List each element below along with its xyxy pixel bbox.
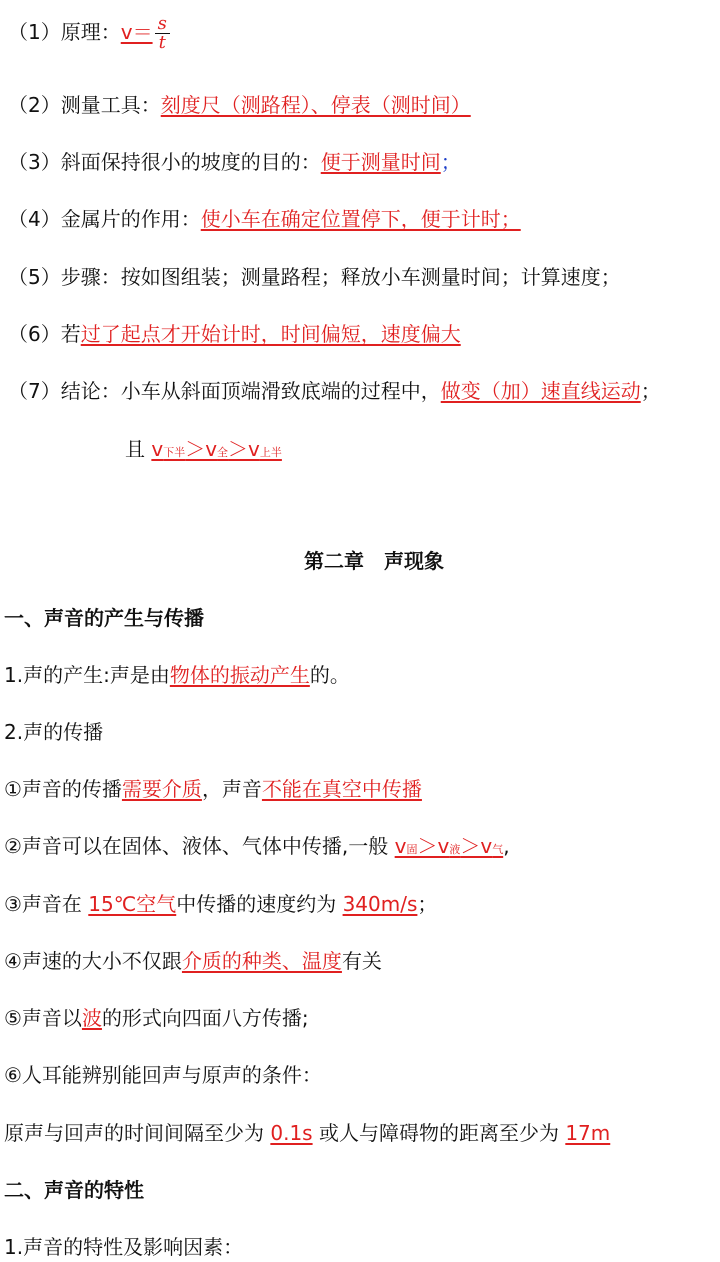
greater-than-v: ＞v — [417, 834, 450, 858]
air-speed-suffix: ； — [417, 892, 438, 916]
subscript-whole: 全 — [217, 446, 229, 459]
echo-interval-mid: 或人与障碍物的距离至少为 — [312, 1121, 566, 1145]
air-temperature-answer: 15℃空气 — [88, 892, 177, 916]
vacuum-answer: 不能在真空中传播 — [261, 777, 422, 801]
metal-line — [8, 204, 521, 234]
formula-v: v＝ — [120, 20, 153, 44]
speed-formula — [121, 15, 170, 52]
states-suffix: , — [503, 834, 510, 858]
tools-prefix: （2）测量工具： — [8, 93, 161, 117]
speed-factor-suffix: 有关 — [341, 949, 382, 973]
section2-heading: 二、声音的特性 — [4, 1178, 144, 1202]
sound-origin-line — [4, 660, 350, 690]
principle-line — [8, 15, 170, 52]
wave-prefix: ⑤声音以 — [4, 1006, 82, 1030]
metal-answer: 使小车在确定位置停下，便于计时； — [200, 207, 521, 231]
sound-propagation-heading: 2.声的传播 — [4, 720, 104, 744]
medium-mid: ，声音 — [201, 777, 262, 801]
echo-interval-line — [4, 1118, 610, 1148]
error-answer: 过了起点才开始计时，时间偏短，速度偏大 — [80, 322, 461, 346]
steps-text: （5）步骤：按如图组装；测量路程；释放小车测量时间；计算速度； — [8, 265, 621, 289]
air-speed-line — [4, 889, 437, 919]
metal-prefix: （4）金属片的作用： — [8, 207, 201, 231]
wave-suffix: 的形式向四面八方传播; — [101, 1006, 309, 1030]
subscript-gas: 气 — [492, 843, 504, 856]
subscript-solid: 固 — [406, 843, 418, 856]
speed-factor-line — [4, 946, 382, 976]
states-prefix: ②声音可以在固体、液体、气体中传播,一般 — [4, 834, 395, 858]
slope-answer: 便于测量时间 — [320, 150, 441, 174]
air-speed-prefix: ③声音在 — [4, 892, 89, 916]
slope-prefix: （3）斜面保持很小的坡度的目的： — [8, 150, 321, 174]
subscript-liquid: 液 — [449, 843, 461, 856]
slope-suffix: ； — [440, 150, 461, 174]
medium-prefix: ①声音的传播 — [4, 777, 122, 801]
sound-characteristics-line: 1.声音的特性及影响因素： — [4, 1235, 244, 1259]
steps-line — [8, 262, 621, 292]
greater-than-v: ＞v — [185, 437, 218, 461]
subscript-lower-half: 下半 — [163, 446, 186, 459]
subscript-upper-half: 上半 — [259, 446, 282, 459]
fraction — [155, 15, 170, 52]
echo-time-answer: 0.1s — [270, 1121, 313, 1145]
v-symbol: v — [394, 834, 407, 858]
wave-line — [4, 1003, 309, 1033]
chapter-title: 第二章 声现象 — [304, 549, 444, 573]
sound-origin-suffix: 的。 — [309, 663, 350, 687]
echo-distance-answer: 17m — [565, 1121, 611, 1145]
speed-compare-line — [125, 434, 282, 468]
echo-interval-prefix: 原声与回声的时间间隔至少为 — [4, 1121, 271, 1145]
fraction-numerator: s — [155, 15, 170, 34]
fraction-denominator: t — [158, 32, 166, 53]
speed-factor-answer: 介质的种类、温度 — [181, 949, 342, 973]
greater-than-v: ＞v — [228, 437, 260, 461]
conclusion-answer: 做变（加）速直线运动 — [440, 379, 641, 403]
echo-condition-line: ⑥人耳能辨别能回声与原声的条件： — [4, 1063, 322, 1087]
error-prefix: （6）若 — [8, 322, 81, 346]
medium-answer: 需要介质 — [121, 777, 202, 801]
sound-origin-answer: 物体的振动产生 — [169, 663, 310, 687]
states-line — [4, 831, 510, 865]
sound-origin-prefix: 1.声的产生:声是由 — [4, 663, 170, 687]
tools-answer: 刻度尺（测路程）、停表（测时间） — [160, 93, 471, 117]
air-speed-mid: 中传播的速度约为 — [176, 892, 343, 916]
greater-than-v: ＞v — [460, 834, 493, 858]
conclusion-suffix: ； — [640, 379, 661, 403]
wave-answer: 波 — [81, 1006, 102, 1030]
speed-compare-prefix: 且 — [125, 437, 152, 461]
section1-heading: 一、声音的产生与传播 — [4, 606, 204, 630]
states-answer — [395, 834, 504, 858]
error-line — [8, 319, 461, 349]
v-symbol: v — [151, 437, 164, 461]
conclusion-line — [8, 376, 661, 406]
tools-line — [8, 90, 471, 120]
slope-line — [8, 147, 461, 177]
principle-prefix: （1）原理： — [8, 20, 121, 44]
speed-factor-prefix: ④声速的大小不仅跟 — [4, 949, 182, 973]
air-speed-answer: 340m/s — [342, 892, 418, 916]
speed-compare-answer — [151, 437, 282, 461]
conclusion-prefix: （7）结论：小车从斜面顶端滑致底端的过程中， — [8, 379, 441, 403]
medium-line — [4, 774, 422, 804]
